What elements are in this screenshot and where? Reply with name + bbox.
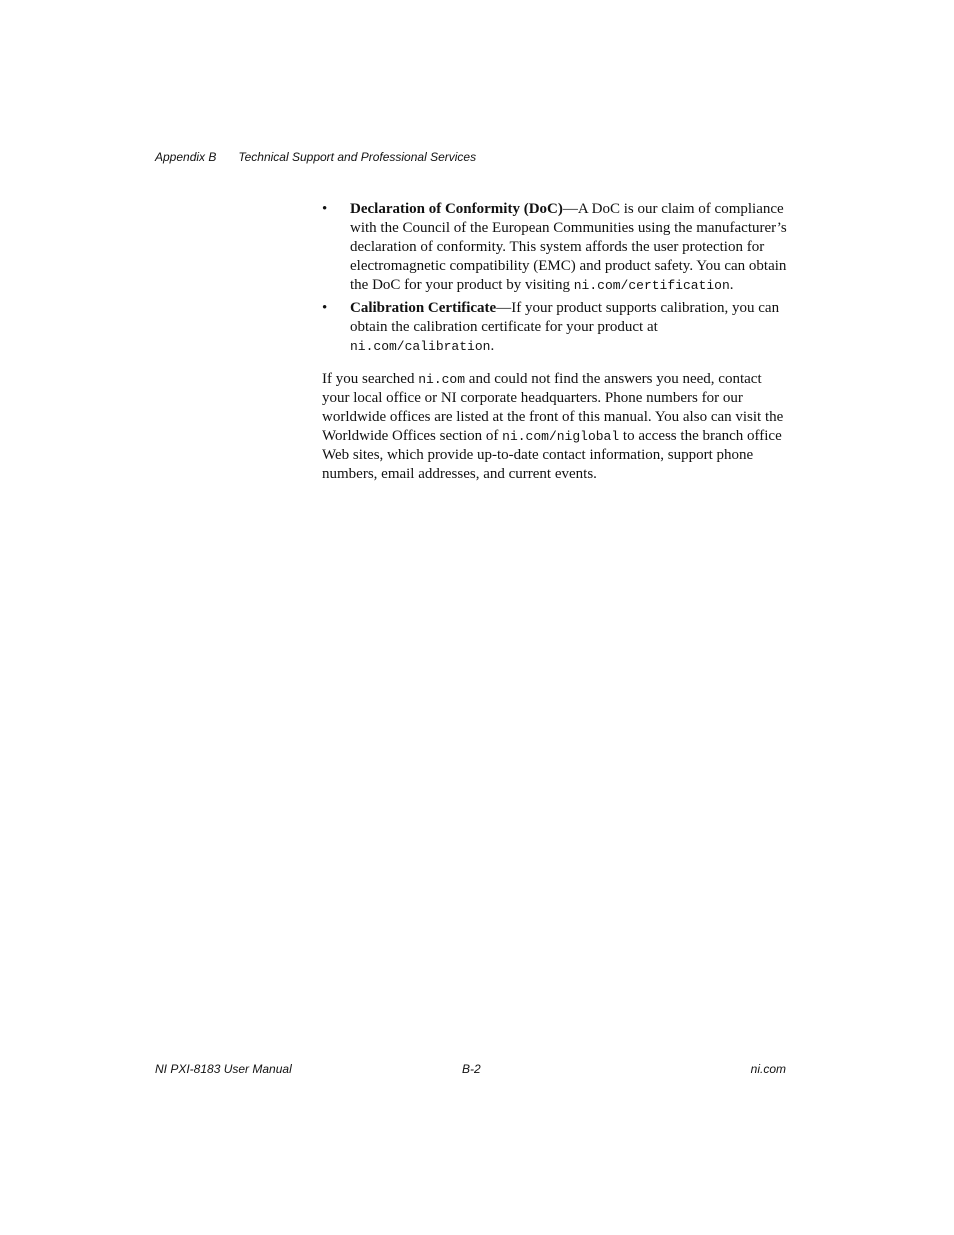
bullet-text: —If your product supports calibration, you can obtain the calibration certificate for your product at	[350, 300, 780, 335]
bullet-item-doc	[322, 200, 792, 295]
paragraph-text: and could not find the answers you need, contact your local office or NI corporate headquarters. Phone numbers for our worldwide offices are listed at the front of this manual. You also can visit the Worldwide Offices section of	[322, 371, 784, 444]
bullet-icon: •	[322, 201, 328, 217]
paragraph-text: to access the branch office Web sites, which provide up-to-date contact information, support phone numbers, email addresses, and current events.	[322, 428, 782, 482]
bullet-list	[322, 200, 792, 356]
header-section: Appendix B	[155, 150, 217, 164]
bullet-term: Declaration of Conformity (DoC)	[350, 201, 563, 217]
footer-page-number: B-2	[462, 1062, 481, 1076]
footer-manual-title: NI PXI-8183 User Manual	[155, 1062, 292, 1076]
bullet-term: Calibration Certificate	[350, 300, 497, 316]
bullet-text: —A DoC is our claim of compliance with the Council of the European Communities using the manufacturer’s declaration of conformity. This system affords the user protection for electromagnetic compatibility (EMC) and product safety. You can obtain the DoC for your product by visiting	[350, 201, 787, 293]
bullet-end: .	[490, 338, 495, 354]
niglobal-link[interactable]: ni.com/niglobal	[502, 429, 620, 444]
ni-com-link[interactable]: ni.com	[418, 372, 466, 387]
page-header	[155, 150, 476, 164]
certification-link[interactable]: ni.com/certification	[573, 278, 730, 293]
header-title: Technical Support and Professional Services	[238, 150, 477, 164]
paragraph-text: If you searched	[322, 371, 419, 387]
calibration-link[interactable]: ni.com/calibration	[350, 339, 491, 354]
bullet-icon: •	[322, 300, 328, 316]
support-paragraph	[322, 370, 792, 484]
main-content	[322, 200, 792, 484]
bullet-end: .	[729, 277, 734, 293]
bullet-item-calibration	[322, 299, 792, 356]
footer-website: ni.com	[750, 1062, 786, 1076]
